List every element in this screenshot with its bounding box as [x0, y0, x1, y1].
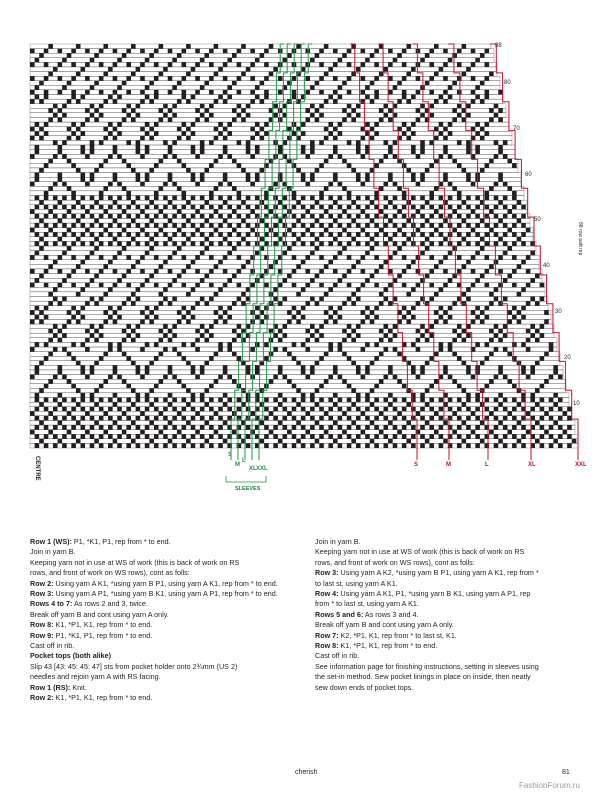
row-heading: Row 3: [315, 568, 339, 578]
instruction-line [315, 568, 605, 578]
chart-row [30, 324, 554, 329]
row-heading: Row 1 (RS): [30, 682, 71, 692]
instruction-line [30, 651, 320, 661]
chart-row [30, 283, 545, 288]
chart-row [30, 214, 530, 219]
row-text: Cast off in rib. [30, 641, 75, 651]
sleeve-size-label: L [242, 458, 246, 464]
instruction-line [315, 631, 605, 641]
row-heading: Row 1 (WS): [30, 537, 72, 546]
row-text: Cast off in rib. [315, 651, 360, 661]
instruction-line [30, 537, 320, 547]
instruction-line [30, 568, 320, 578]
chart-row [30, 274, 542, 279]
row-text: rows, and front of work on WS rows), cont as folls: [30, 568, 190, 578]
row-heading: Rows 4 to 7: [30, 599, 73, 609]
row-number: 20 [564, 355, 571, 362]
right-column-text [315, 537, 605, 693]
row-text: P1, *K1, P1, rep from * to end. [71, 537, 171, 546]
row-heading: Pocket tops (both alike) [30, 651, 112, 661]
row-number: 60 [525, 171, 532, 178]
chart-row [30, 168, 518, 173]
chart-row [30, 44, 491, 49]
instruction-line [30, 558, 320, 568]
centre-label: CENTRE [34, 456, 40, 481]
instruction-line [30, 620, 320, 630]
row-text: from * to last st, using yarn A K1. [315, 599, 419, 609]
instruction-line [30, 631, 320, 641]
instruction-line [30, 547, 320, 557]
chart-row [30, 338, 557, 343]
instruction-line [30, 641, 320, 651]
chart-row [30, 191, 524, 196]
row-number: 80 [504, 79, 511, 86]
row-text: P1, *K1, P1, rep from * to end. [53, 630, 153, 640]
body-size-label: M [446, 462, 451, 468]
row-text: K2, *P1, K1, rep from * to last st, K1. [338, 630, 457, 640]
row-heading: Row 2: [30, 578, 54, 588]
instruction-line [30, 589, 320, 599]
row-heading: Rows 5 and 6: [315, 609, 364, 619]
chart-row [30, 301, 548, 306]
chart-row [30, 136, 512, 141]
instruction-line [315, 547, 605, 557]
instruction-line [315, 651, 605, 661]
row-heading: Row 8: [315, 641, 339, 651]
instruction-line [315, 537, 605, 547]
instruction-line [315, 599, 605, 609]
row-text: Using yarn A P1, *using yarn B K1, using yarn A P1, rep from * to end. [53, 589, 278, 599]
chart-row [30, 145, 515, 150]
row-text: Knit. [70, 682, 87, 692]
sleeve-size-label: S [228, 452, 233, 458]
row-text: sew down ends of pocket tops. [315, 682, 414, 692]
chart-row [30, 333, 554, 338]
footer-magazine-name: cherish [295, 769, 318, 776]
chart-row [30, 108, 506, 113]
row-text: Break off yarn B and cont using yarn A only. [315, 620, 454, 630]
instruction-line [30, 662, 320, 672]
row-text: As rows 3 and 4. [363, 609, 419, 619]
row-text: Using yarn A K1, P1, *using yarn B K1, using yarn A P1, rep [338, 589, 531, 599]
row-text: K1, *P1, K1, rep from * to end. [53, 693, 153, 703]
chart-row [30, 246, 536, 251]
watermark: FashionForum.ru [519, 781, 580, 790]
row-heading: Row 3: [30, 589, 54, 599]
body-size-label: L [485, 462, 489, 468]
instruction-line [30, 599, 320, 609]
instruction-line [30, 579, 320, 589]
body-size-label: XL [528, 462, 536, 468]
chart-row [30, 393, 569, 398]
row-number: 30 [555, 309, 562, 316]
instruction-line [315, 683, 605, 693]
sleeve-size-label: XXL [256, 466, 268, 472]
chart-row [30, 439, 578, 444]
instruction-line [315, 672, 605, 682]
row-text: Using yarn A K2, *using yarn B P1, using yarn A K1, rep from * [338, 568, 539, 578]
row-text: needles and rejoin yarn A with RS facing. [30, 672, 161, 682]
row-text: K1, *P1, K1, rep from * to end. [53, 620, 153, 630]
chart-row [30, 150, 515, 155]
row-text: See information page for finishing instructions, setting in sleeves using [315, 661, 539, 671]
body-size-label: XXL [575, 462, 587, 468]
row-number: 40 [543, 263, 550, 270]
chart-row [30, 85, 500, 90]
chart-row [30, 255, 539, 260]
row-text: Using yarn A K1, *using yarn B P1, using yarn A K1, rep from * to end. [53, 578, 278, 588]
instruction-line [30, 693, 320, 703]
row-text: the set-in method. Sew pocket linings in place on inside, then neatly [315, 672, 531, 682]
row-heading: Row 7: [315, 630, 339, 640]
instruction-line [315, 610, 605, 620]
instruction-line [30, 672, 320, 682]
row-text: Slip 43 [43: 45: 45: 47] sts from pocket holder onto 2¾mm (US 2) [30, 661, 238, 671]
row-number: 88 [495, 43, 502, 49]
left-column-text [30, 537, 320, 704]
chart-row [30, 122, 509, 127]
row-heading: Row 8: [30, 620, 54, 630]
instruction-line [315, 620, 605, 630]
pattern-repeat-label: 88 row patt rep [577, 222, 583, 256]
row-text: Break off yarn B and cont using yarn A only. [30, 609, 169, 619]
instruction-line [315, 589, 605, 599]
chart-row [30, 72, 497, 77]
instruction-line [315, 558, 605, 568]
page-number: 81 [562, 769, 570, 776]
instruction-line [315, 662, 605, 672]
row-text: As rows 2 and 3, twice. [72, 599, 148, 609]
row-heading: Row 4: [315, 589, 339, 599]
row-heading: Row 9: [30, 630, 54, 640]
instruction-line [315, 579, 605, 589]
body-size-label: S [414, 462, 419, 468]
chart-row [30, 420, 575, 425]
instruction-line [315, 641, 605, 651]
row-text: Keeping yarn not in use at WS of work (this is back of work on RS [315, 547, 525, 557]
chart-row [30, 352, 560, 357]
row-text: Join in yarn B. [315, 537, 361, 546]
instruction-line [30, 683, 320, 693]
chart-row [30, 306, 548, 311]
row-heading: Row 2: [30, 693, 54, 703]
chart-row [30, 67, 497, 72]
row-number: 50 [534, 217, 541, 224]
row-number: 70 [513, 125, 520, 132]
chart-row [30, 370, 563, 375]
chart-row [30, 260, 539, 265]
chart-row [30, 81, 500, 86]
chart-row [30, 99, 503, 104]
chart-row [30, 329, 554, 334]
chart-row [30, 379, 566, 384]
sleeves-bracket [226, 476, 266, 482]
row-text: Keeping yarn not in use at WS of work (this is back of work on RS [30, 557, 240, 567]
row-number: 10 [573, 401, 580, 408]
chart-row [30, 365, 563, 370]
instruction-line [30, 610, 320, 620]
row-text: Join in yarn B. [30, 547, 76, 557]
chart-row [30, 205, 527, 210]
row-text: K1, *P1, K1, rep from * to end. [338, 641, 438, 651]
sleeve-size-label: M [235, 462, 240, 468]
row-text: to last st, using yarn A K1. [315, 578, 398, 588]
sleeve-size-label: XL [249, 466, 257, 472]
chart-row [30, 223, 530, 228]
row-text: rows, and front of work on WS rows), cont as folls: [315, 557, 475, 567]
sleeves-label: SLEEVES [235, 486, 261, 492]
chart-row [30, 269, 542, 274]
